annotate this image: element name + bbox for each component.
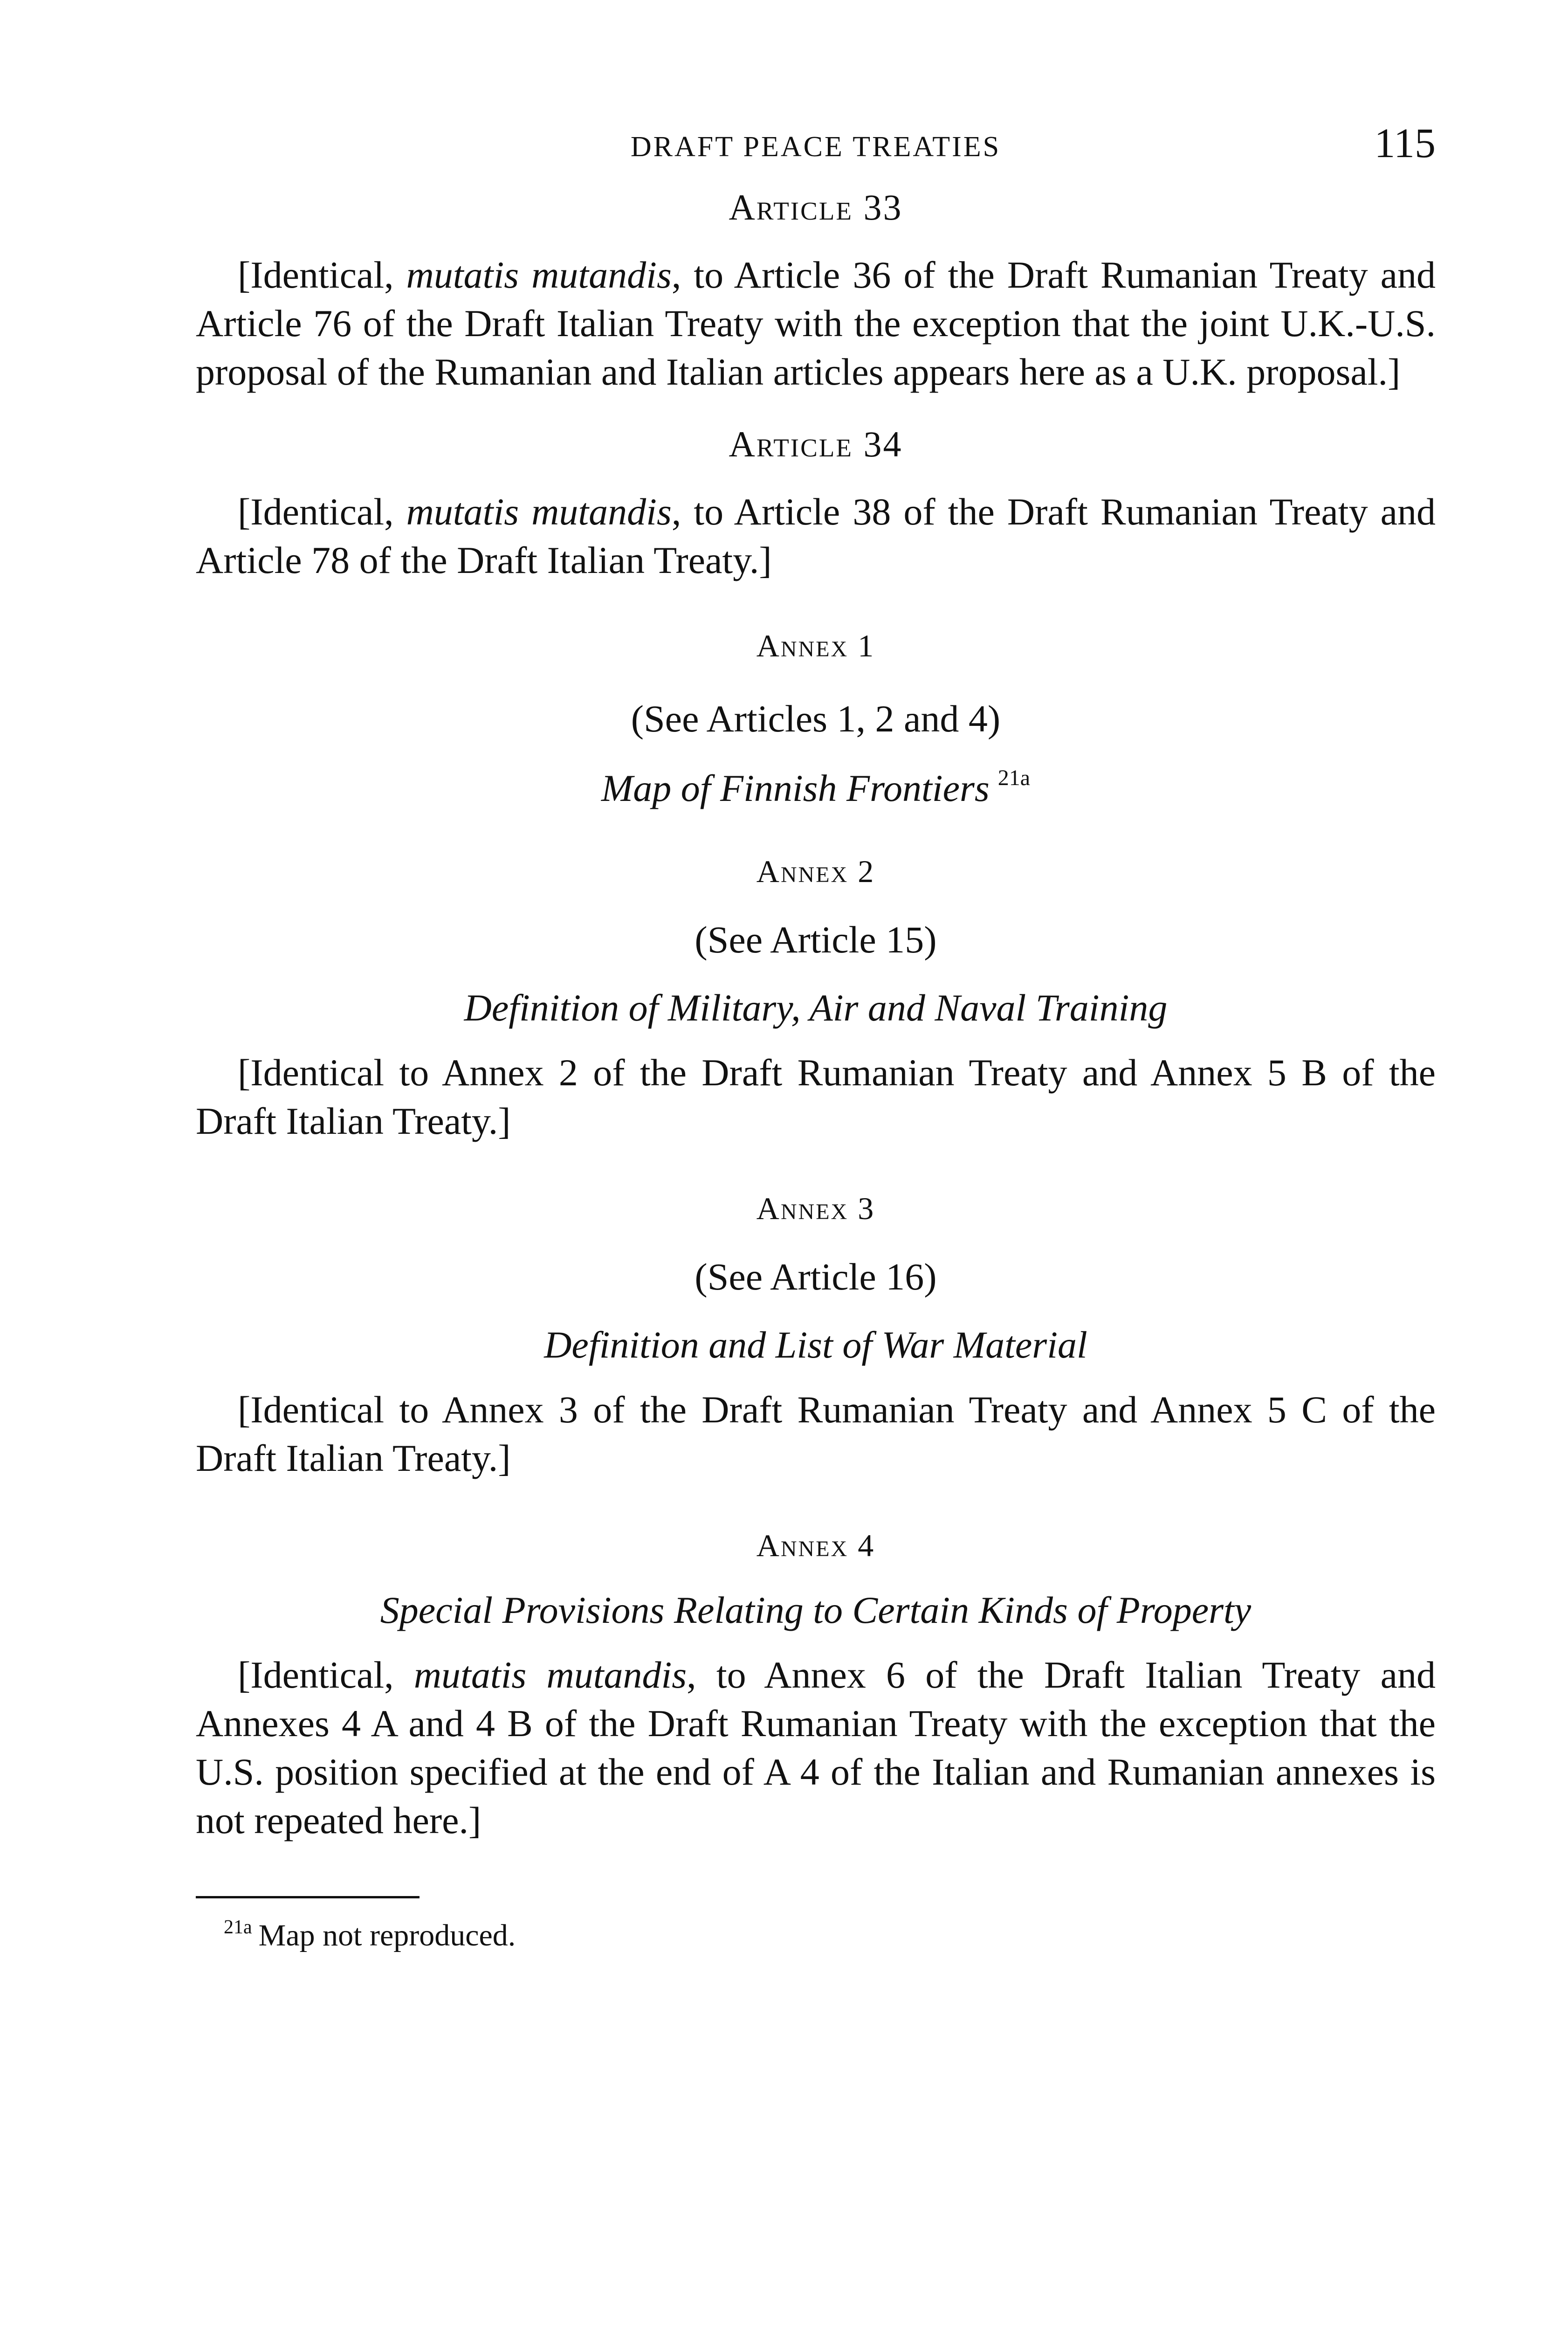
page-number: 115 — [1374, 120, 1436, 166]
annex-4-text-italic: mutatis mutandis — [413, 1654, 687, 1696]
article-33-text — [196, 251, 1436, 396]
annex-1-title — [196, 765, 1436, 810]
running-head — [196, 117, 1436, 186]
annex-4-heading: Annex 4 — [756, 1528, 875, 1563]
footnote — [196, 1916, 1436, 1953]
annex-2-text: [Identical to Annex 2 of the Draft Rumanian Treaty and Annex 5 B of the Draft Italian Treaty.] — [196, 1051, 1436, 1142]
article-34-text-italic: mutatis mutandis — [406, 490, 672, 533]
document-page — [196, 117, 1436, 1953]
annex-2-reference: (See Article 15) — [695, 918, 937, 961]
article-34-text — [196, 488, 1436, 585]
annex-2-title: Definition of Military, Air and Naval Training — [464, 986, 1168, 1029]
annex-3-reference: (See Article 16) — [695, 1255, 937, 1298]
annex-4-text-rest: , to Annex 6 of the Draft Italian Treaty and Annexes 4 A and 4 B of the Draft Rumanian Treaty with the exception that the U.S. position specified at the end of A 4 of the Italian and Rumanian annexes is not repeated here.] — [196, 1654, 1436, 1841]
annex-3-title: Definition and List of War Material — [544, 1324, 1087, 1366]
annex-3-heading: Annex 3 — [756, 1191, 875, 1226]
article-33-text-rest: , to Article 36 of the Draft Rumanian Treaty and Article 76 of the Draft Italian Treaty with the exception that the joint U.K.-U.S. proposal of the Rumanian and Italian articles appears here as a U.K. proposal.] — [196, 254, 1436, 393]
annex-4-text — [196, 1651, 1436, 1845]
annex-3-text: [Identical to Annex 3 of the Draft Rumanian Treaty and Annex 5 C of the Draft Italian Treaty.] — [196, 1388, 1436, 1479]
footnote-mark: 21a — [224, 1917, 252, 1938]
article-34-text-open: [Identical, — [238, 490, 406, 533]
annex-1-reference: (See Articles 1, 2 and 4) — [631, 697, 1001, 740]
article-34-heading: Article 34 — [729, 424, 903, 464]
article-33-text-italic: mutatis mutandis — [406, 254, 672, 296]
annex-4-title: Special Provisions Relating to Certain Kinds of Property — [380, 1589, 1252, 1631]
annex-1-title-text: Map of Finnish Frontiers — [601, 767, 990, 809]
running-title: DRAFT PEACE TREATIES — [630, 131, 1001, 163]
annex-1-heading: Annex 1 — [756, 628, 875, 663]
annex-4-text-open: [Identical, — [238, 1654, 414, 1696]
article-33-heading: Article 33 — [729, 187, 903, 228]
annex-2-heading: Annex 2 — [756, 854, 875, 889]
footnote-text: Map not reproduced. — [258, 1918, 516, 1952]
footnote-reference-mark: 21a — [997, 766, 1031, 790]
article-33-text-open: [Identical, — [238, 254, 406, 296]
footnote-rule — [196, 1896, 420, 1898]
article-34-text-rest: , to Article 38 of the Draft Rumanian Treaty and Article 78 of the Draft Italian Treaty.] — [196, 490, 1436, 581]
